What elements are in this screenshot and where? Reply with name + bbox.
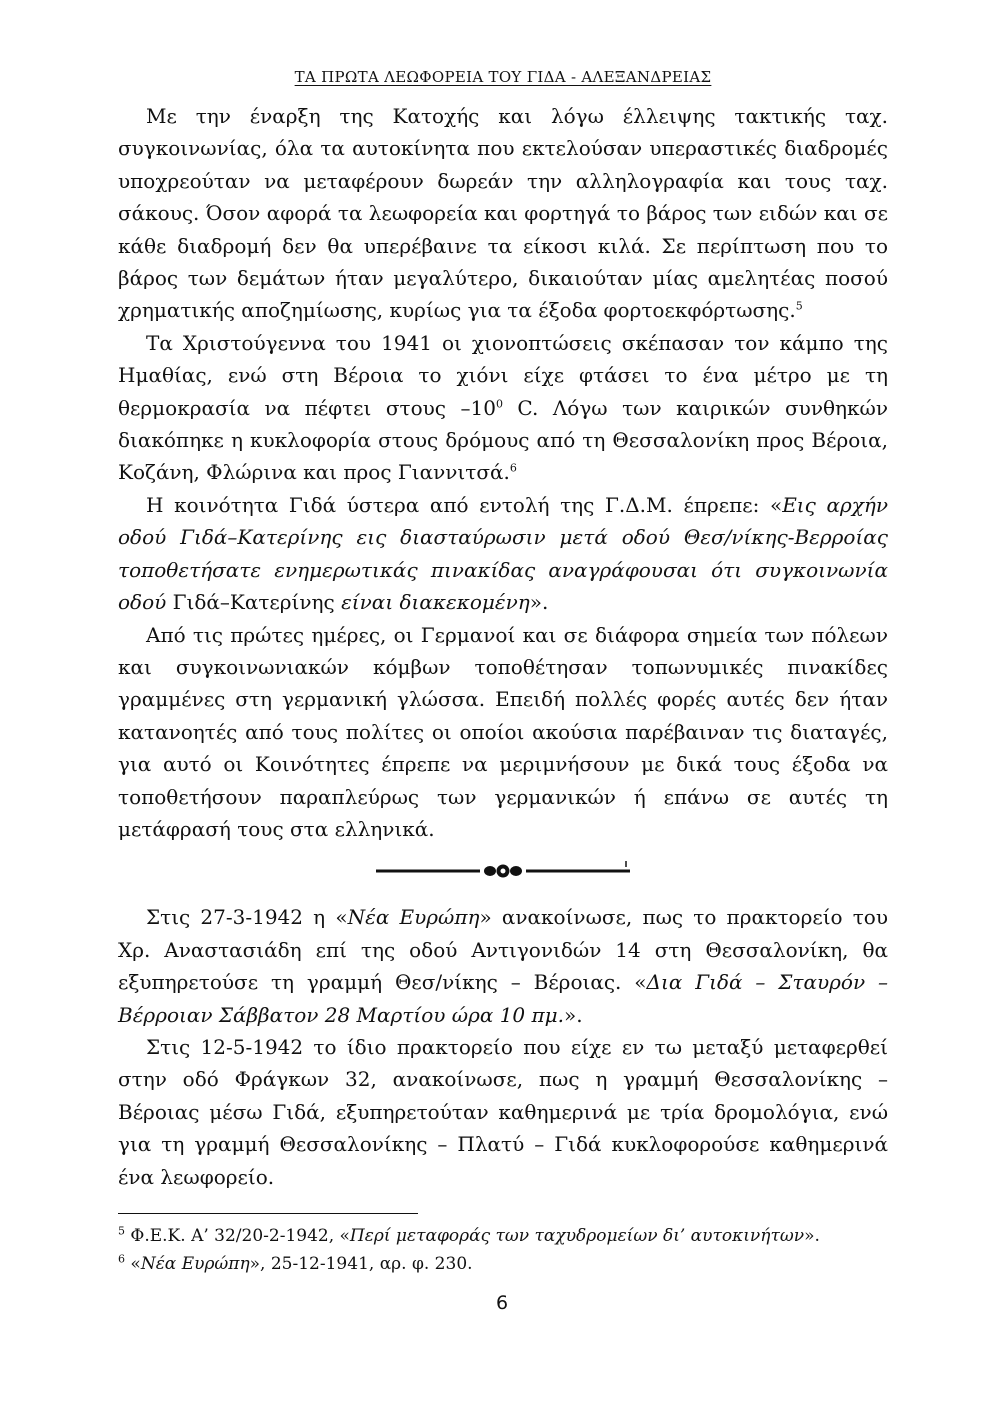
paragraph-mail-transport: Με την έναρξη της Κατοχής και λόγω έλλειψης τακτικής ταχ. συγκοινωνίας, όλα τα αυτοκίνητα που εκτελούσαν υπεραστικές διαδρομές υποχρεούταν να μεταφέρουν δωρεάν την αλληλογραφία και τους ταχ. σάκους. Όσον αφορά τα λεωφορεία και φορτηγά το βάρος των ειδών και σε κάθε διαδρομή δεν θα υπερέβαινε τα είκοσι κιλά. Σε περίπτωση που το βάρος των δεμάτων ήταν μεγαλύτερο, δικαιούταν μίας αμελητέας ποσού χρηματικής αποζημίωσης, κυρίως για τα έξοδα φορτοεκφόρτωσης.$^5$ [118, 104, 888, 323]
footnote-6: $^6$ «Νέα Ευρώπη», 25-12-1941, αρ. φ. 230. [118, 1252, 473, 1274]
paragraph-agency-announcement: Στις 27-3-1942 η «Νέα Ευρώπη» ανακοίνωσε, πως το πρακτορείο του Χρ. Αναστασιάδη επί της οδού Αντιγονιδών 14 στη Θεσσαλονίκη, θα εξυπηρετούσε τη γραμμή Θεσ/νίκης – Βέροιας. «Δια Γιδά – Σταυρόν –Βέρροιαν Σάββατον 28 Μαρτίου ώρα 10 πμ.». [118, 905, 889, 1027]
paragraph-gida-community-order: Η κοινότητα Γιδά ύστερα από εντολή της Γ.Δ.Μ. έπρεπε: «Εις αρχήν οδού Γιδά–Κατερίνης εις διασταύρωσιν μετά οδού Θεσ/νίκης-Βερροίας τοποθετήσατε ενημερωτικάς πινακίδας αναγράφουσαι ότι συγκοινωνία οδού Γιδά–Κατερίνης είναι διακεκομένη». [118, 492, 888, 615]
footnote-separator [118, 1213, 418, 1214]
paragraph-daily-routes: Στις 12-5-1942 το ίδιο πρακτορείο που είχε εν τω μεταξύ μεταφερθεί στην οδό Φράγκων 32, ανακοίνωσε, πως η γραμμή Θεσσαλονίκης – Βέροιας μέσω Γιδά, εξυπηρετούταν καθημερινά με τρία δρομολόγια, ενώ για τη γραμμή Θεσσαλονίκης – Πλατύ – Γιδά κυκλοφορούσε καθημερινά ένα λεωφορείο. [118, 1034, 888, 1189]
paragraph-german-signs: Από τις πρώτες ημέρες, οι Γερμανοί και σε διάφορα σημεία των πόλεων και συγκοινωνιακών κόμβων τοποθέτησαν τοπωνυμικές πινακίδες γραμμένες στη γερμανική γλώσσα. Επειδή πολλές φορές αυτές δεν ήταν κατανοητές από τους πολίτες οι οποίοι ακούσια παρέβαιναν τις διαταγές, για αυτό οι Κοινότητες έπρεπε να μεριμνήσουν με δικά τους έξοδα να τοποθετήσουν παραπλεύρως των γερμανικών ή επάνω σε αυτές τη μετάφρασή τους στα ελληνικά. [118, 622, 888, 841]
running-header: ΤΑ ΠΡΩΤΑ ΛΕΩΦΟΡΕΙΑ ΤΟΥ ΓΙΔΑ - ΑΛΕΞΑΝΔΡΕΙΑΣ [294, 68, 712, 86]
footnote-5: $^5$ Φ.Ε.Κ. Α’ 32/20-2-1942, «Περί μεταφοράς των ταχυδρομείων δι’ αυτοκινήτων». [118, 1224, 820, 1246]
section-divider-ornament [118, 859, 888, 883]
footnotes [118, 1222, 888, 1278]
paragraph-christmas-1941: Τα Χριστούγεννα του 1941 οι χιονοπτώσεις σκέπασαν τον κάμπο της Ημαθίας, ενώ στη Βέροια το χιόνι είχε φτάσει το ένα μέτρο με τη θερμοκρασία να πέφτει στους $-10^0$ C. Λόγω των καιρικών συνθηκών διακόπηκε η κυκλοφορία στους δρόμους από τη Θεσσαλονίκη προς Βέροια, Κοζάνη, Φλώρινα και προς Γιαννιτσά.$^6$ [118, 330, 888, 485]
footnote-ref-6: 6 [509, 461, 517, 475]
page-number: 6 [495, 1292, 509, 1314]
ornament-icon [368, 859, 638, 883]
footnote-ref-5: 5 [795, 299, 803, 313]
page-content [118, 66, 888, 1278]
body-text [118, 100, 888, 1193]
degree-mark: 0 [495, 397, 503, 410]
